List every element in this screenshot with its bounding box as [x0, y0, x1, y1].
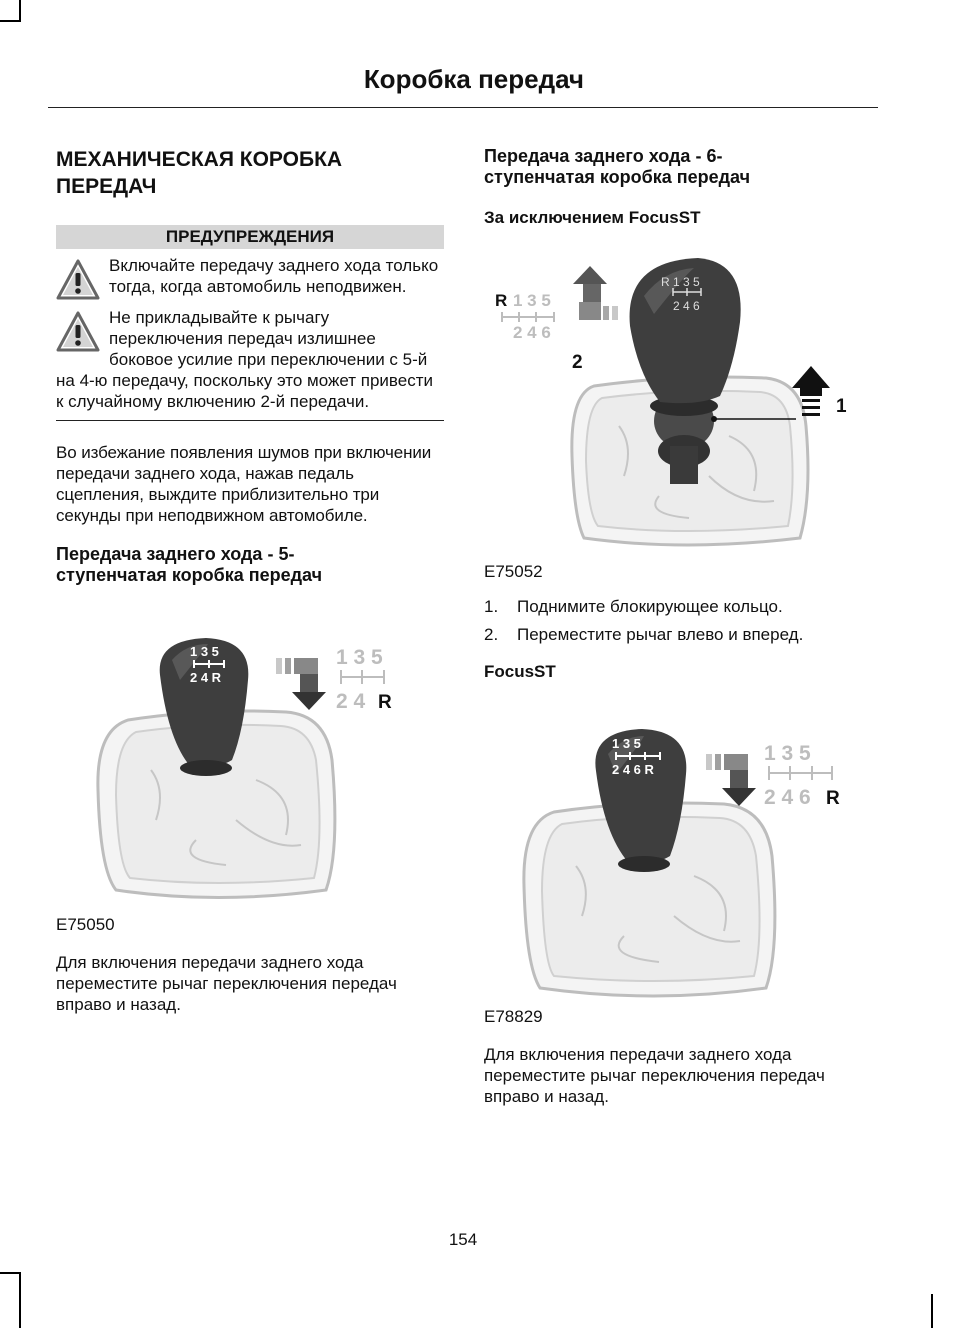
figure-5speed [56, 620, 444, 908]
knob-top-label: 1 3 5 [190, 644, 219, 659]
figure-code: E75052 [484, 562, 543, 581]
section-title: МЕХАНИЧЕСКАЯ КОРОБКА ПЕРЕДАЧ [56, 148, 343, 198]
crop-mark [19, 1272, 21, 1328]
warning-item [56, 307, 444, 412]
list-item: 2. Переместите рычаг влево и вперед. [484, 625, 804, 644]
reverse6-title: Передача заднего хода - 6-ступенчатая коробка передач [484, 146, 751, 187]
pattern-bottom-label: 2 4 [336, 690, 366, 713]
crop-mark [19, 0, 21, 22]
focusst-label: FocusST [484, 662, 556, 681]
knob-top-label: R 1 3 5 [661, 275, 700, 289]
page-header [48, 60, 878, 108]
focusst-text: Для включения передачи заднего хода переместите рычаг переключения передач вправо и назад. [484, 1045, 825, 1106]
pattern-top-label: 1 3 5 [336, 646, 383, 669]
figure-code: E75050 [56, 915, 115, 934]
warning-text: Включайте передачу заднего хода только тогда, когда автомобиль неподвижен. [109, 256, 439, 296]
pattern-reverse-label: R [495, 291, 508, 310]
pattern-bottom-label: 2 4 6 [513, 323, 551, 342]
callout-1: 1 [836, 396, 847, 417]
warning-triangle-icon [56, 310, 100, 354]
knob-top-label: 1 3 5 [612, 736, 641, 751]
figure-code: E78829 [484, 1007, 543, 1026]
except-focusst-label: За исключением FocusST [484, 208, 701, 227]
warnings-title: ПРЕДУПРЕЖДЕНИЯ [56, 225, 444, 249]
pattern-bottom-label: 2 4 6 [764, 786, 811, 809]
divider [56, 420, 444, 421]
pattern-top-label: 1 3 5 [513, 291, 551, 310]
reverse5-text: Для включения передачи заднего хода переместите рычаг переключения передач вправо и назад. [56, 953, 397, 1014]
pattern-top-label: 1 3 5 [764, 742, 811, 765]
left-column [56, 146, 444, 1015]
reverse5-title: Передача заднего хода - 5-ступенчатая коробка передач [56, 544, 323, 585]
crop-mark [931, 1294, 933, 1328]
knob-bottom-label: 2 4 6 R [612, 762, 654, 777]
warning-text: Не прикладывайте к рычагу переключения передач излишнее боковое усилие при переключении с 5-й на 4-ю передачу, поскольку это может привести к случайному включению 2-й передачи. [56, 308, 433, 411]
pattern-reverse-label: R [826, 788, 840, 809]
page-number: 154 [448, 1230, 478, 1249]
page-title: Коробка передач [363, 64, 584, 94]
gear-lever-illustration [56, 620, 444, 908]
pattern-reverse-label: R [378, 692, 392, 713]
steps-list [484, 596, 876, 645]
gear-lever-illustration [484, 256, 876, 564]
right-column [484, 146, 876, 1107]
gear-lever-illustration [484, 716, 876, 1006]
intro-text: Во избежание появления шумов при включении передачи заднего хода, нажав педаль сцепления, выждите приблизительно три секунды при неподвижном автомобиле. [56, 443, 432, 525]
warning-triangle-icon [56, 258, 100, 302]
crop-mark [0, 1272, 21, 1274]
knob-bottom-label: 2 4 6 [673, 299, 700, 313]
knob-bottom-label: 2 4 R [190, 670, 222, 685]
list-item: 1. Поднимите блокирующее кольцо. [484, 597, 783, 616]
callout-2: 2 [572, 352, 583, 373]
figure-focusst [484, 716, 876, 1006]
crop-mark [0, 20, 21, 22]
figure-6speed [484, 256, 876, 564]
warning-item [56, 255, 444, 297]
